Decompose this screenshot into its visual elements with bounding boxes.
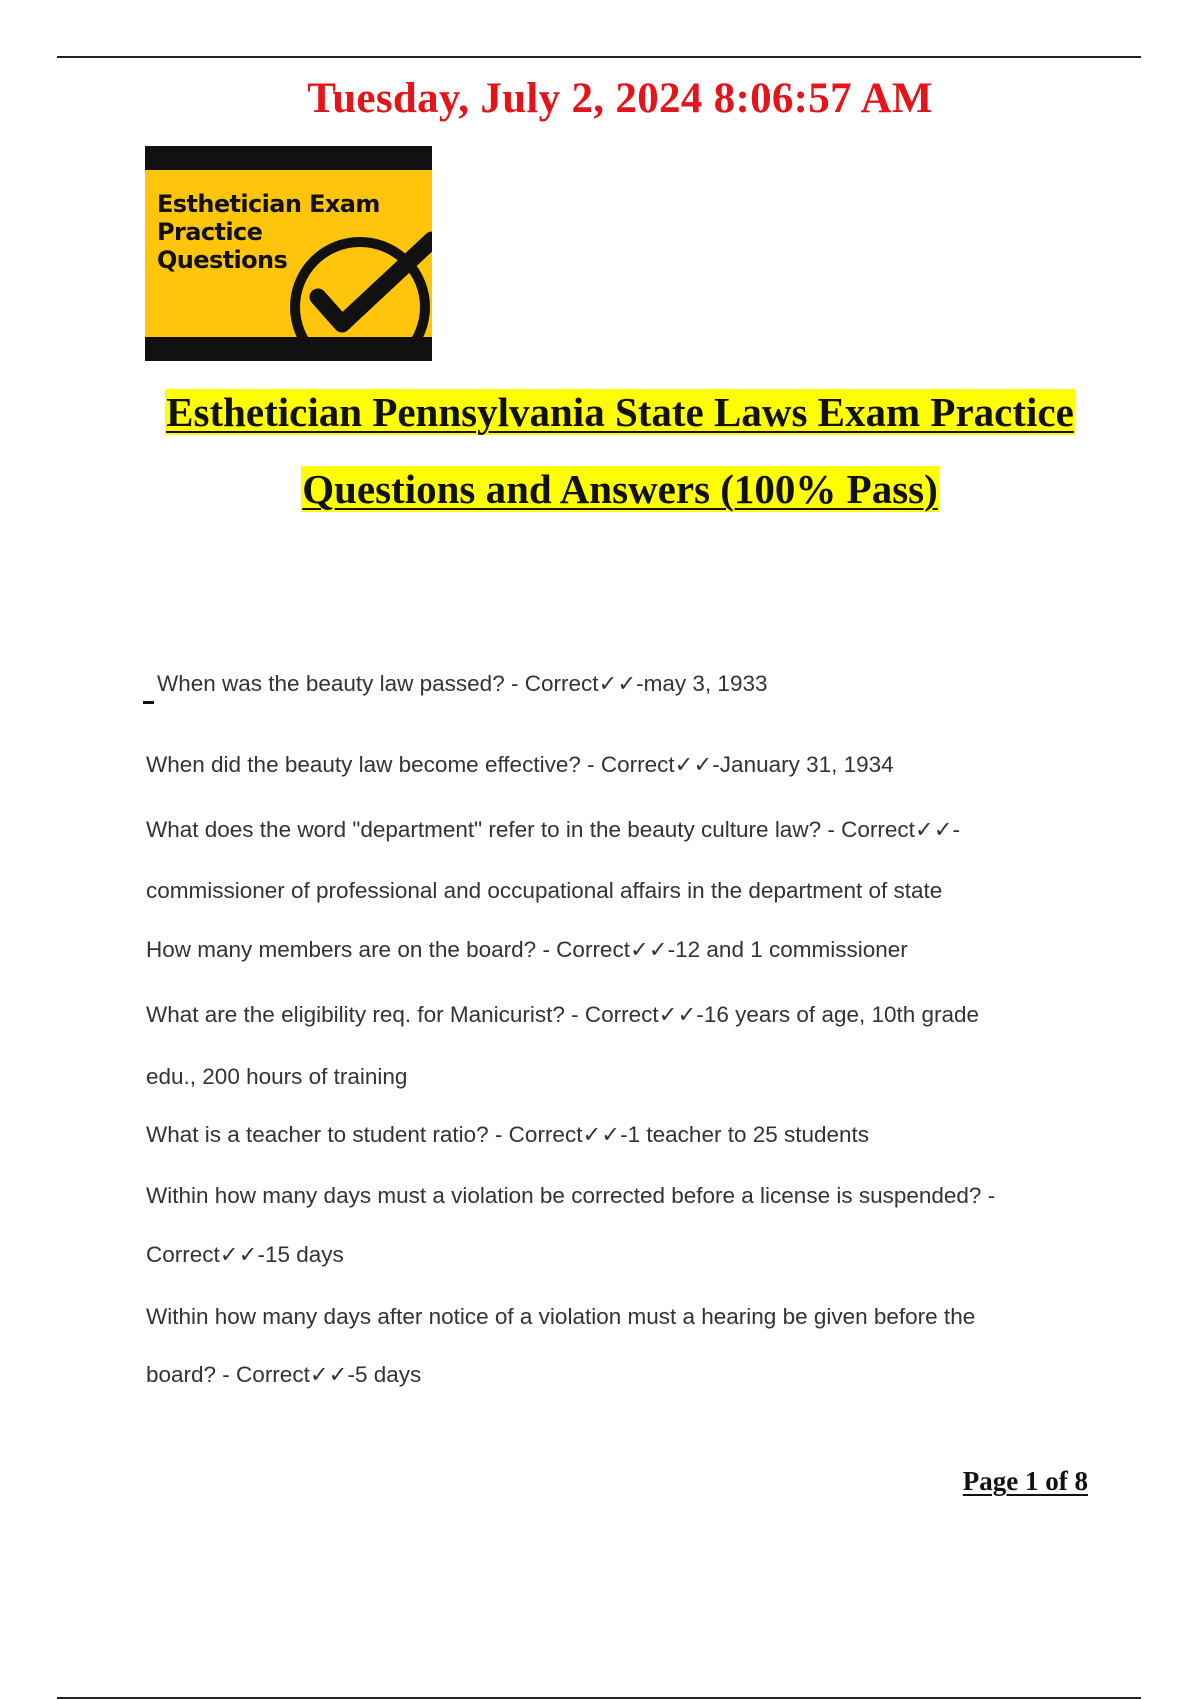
logo-line: Esthetician Exam xyxy=(157,190,380,218)
title-text: Esthetician Pennsylvania State Laws Exam Practice xyxy=(166,389,1074,435)
qa-line: Within how many days after notice of a violation must a hearing be given before the xyxy=(146,1304,976,1329)
qa-line: What is a teacher to student ratio? - Correct✓✓-1 teacher to 25 students xyxy=(146,1122,870,1147)
qa-line: Correct✓✓-15 days xyxy=(146,1242,344,1267)
qa-line: Within how many days must a violation be corrected before a license is suspended? - xyxy=(146,1183,996,1208)
qa-line: When was the beauty law passed? - Correct✓✓-may 3, 1933 xyxy=(157,671,768,696)
qa-line: What does the word "department" refer to in the beauty culture law? - Correct✓✓- xyxy=(146,817,961,842)
page-number: Page 1 of 8 xyxy=(962,1466,1088,1496)
text-cursor xyxy=(143,701,154,704)
qa-line: How many members are on the board? - Correct✓✓-12 and 1 commissioner xyxy=(146,937,908,962)
timestamp-header: Tuesday, July 2, 2024 8:06:57 AM xyxy=(307,75,933,122)
document-title-line-2 xyxy=(0,465,1200,513)
qa-line: board? - Correct✓✓-5 days xyxy=(146,1362,422,1387)
qa-line: What are the eligibility req. for Manicurist? - Correct✓✓-16 years of age, 10th grade xyxy=(146,1002,980,1027)
qa-line: When did the beauty law become effective? - Correct✓✓-January 31, 1934 xyxy=(146,752,894,777)
esthetician-exam-logo xyxy=(145,146,432,361)
qa-line: commissioner of professional and occupational affairs in the department of state xyxy=(146,878,943,903)
logo-line: Practice xyxy=(157,218,263,246)
title-text: Questions and Answers (100% Pass) xyxy=(302,466,938,512)
bottom-rule xyxy=(57,1697,1141,1699)
document-title-line-1 xyxy=(0,388,1200,436)
logo-line: Questions xyxy=(157,246,288,274)
qa-line: edu., 200 hours of training xyxy=(146,1064,408,1089)
checkmark-circle-icon xyxy=(145,170,432,337)
top-rule xyxy=(57,56,1141,58)
